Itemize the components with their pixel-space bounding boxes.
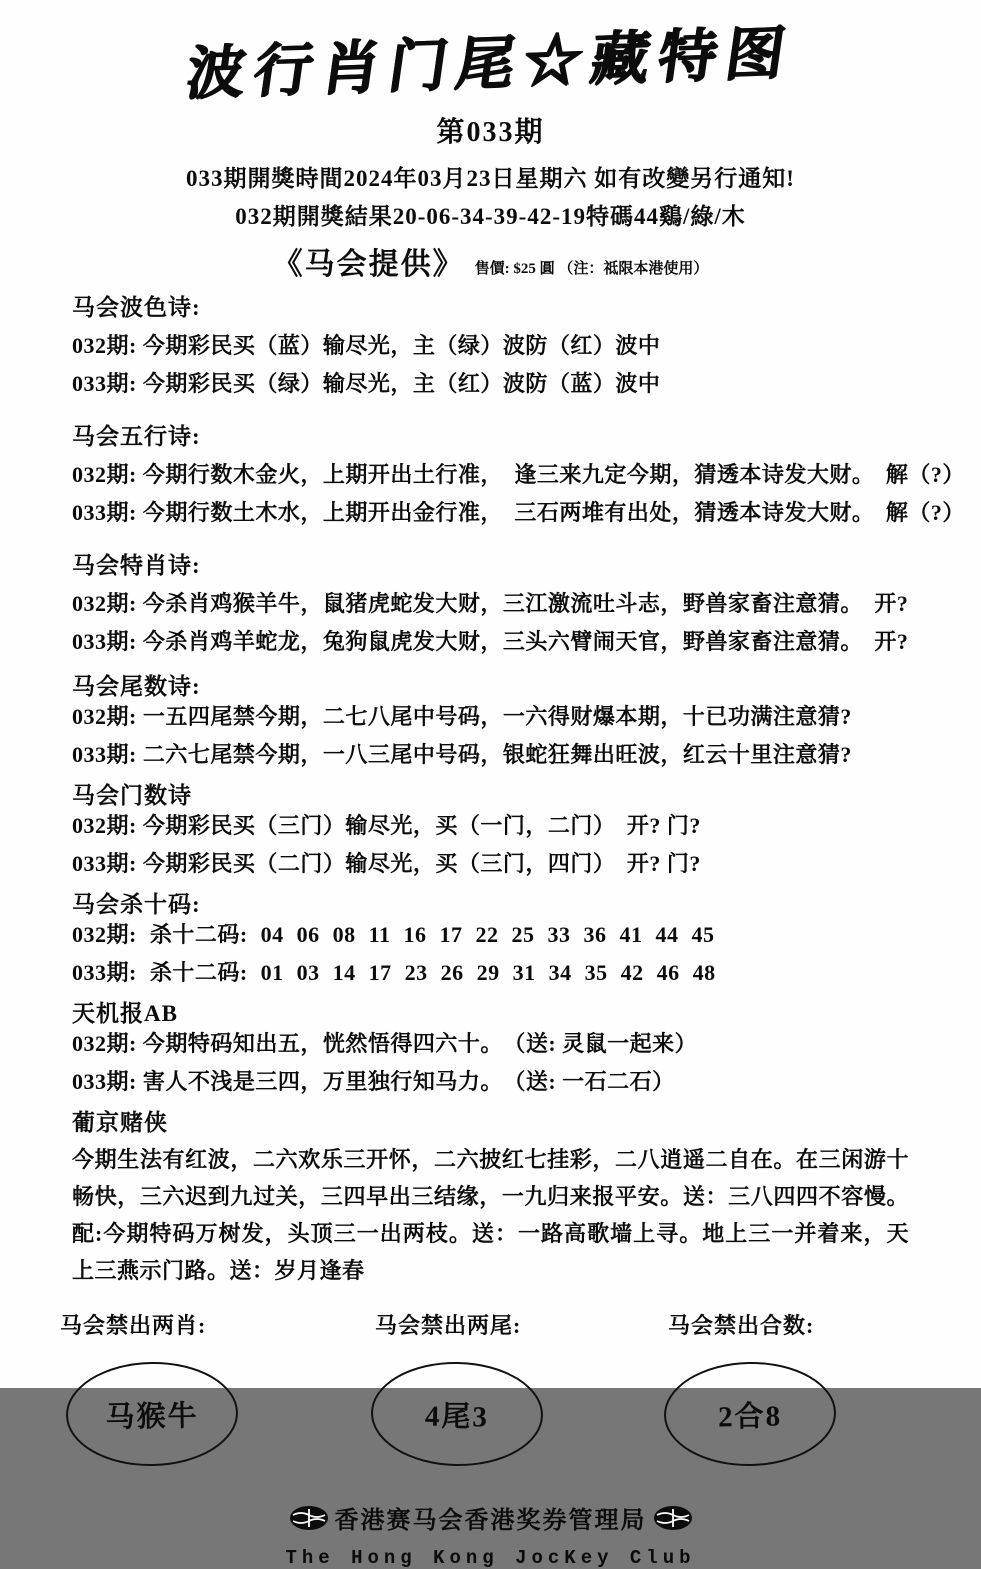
forbidden-oval <box>663 1361 837 1468</box>
forbidden-panel <box>0 1309 981 1466</box>
hkjc-emblem-right-icon <box>653 1505 693 1531</box>
forbidden-label: 马会禁出两肖: <box>60 1313 207 1338</box>
forbidden-value: 4尾3 <box>424 1399 490 1434</box>
section-door-number-poem <box>72 781 909 880</box>
issue-number: 第033期 <box>436 117 545 148</box>
forbidden-two-tails <box>347 1309 634 1466</box>
poem-row: 032期: 今期彩民买（蓝）输尽光，主（绿）波防（红）波中 <box>72 333 661 358</box>
poem-row: 032期: 一五四尾禁今期，二七八尾中号码，一六得财爆本期，十已功满注意猜? <box>72 704 852 729</box>
section-heading: 天机报AB <box>72 1001 178 1026</box>
section-heading: 马会尾数诗: <box>72 674 201 699</box>
forbidden-value: 马猴牛 <box>105 1399 199 1434</box>
forbidden-oval <box>65 1361 239 1468</box>
poem-row: 033期: 今杀肖鸡羊蛇龙，兔狗鼠虎发大财，三头六臂闹天官，野兽家畜注意猜。 开? <box>72 629 909 654</box>
poem-row: 033期: 今期彩民买（绿）输尽光，主（红）波防（蓝）波中 <box>72 371 661 396</box>
content <box>0 293 981 1289</box>
hkjc-emblem-left-icon <box>289 1505 329 1531</box>
previous-result: 032期開獎結果20-06-34-39-42-19特碼44鷄/綠/木 <box>235 204 746 229</box>
price-note: 售價: $25 圓 （注：祗限本港使用） <box>474 261 709 277</box>
page-title: 波行肖门尾☆藏特图 <box>181 20 798 107</box>
section-heading: 葡京赌侠 <box>72 1110 168 1135</box>
provider-line <box>0 239 981 283</box>
section-heading: 马会杀十码: <box>72 892 201 917</box>
section-tail-number-poem <box>72 672 909 771</box>
provider-title: 《马会提供》 <box>272 248 465 281</box>
poem-row: 033期: 害人不浅是三四，万里独行知马力。 （送: 一石二石） <box>72 1069 675 1094</box>
gambler-paragraph: 今期生法有红波，二六欢乐三开怀，二六披红七挂彩，二八逍遥二自在。在三闲游十畅快，三六迟到九过关，三四早出三结缘，一九归来报平安。送：三八四四不容慢。配:今期特码万树发，头顶三一出两枝。送：一路高歌墙上寻。地上三一并着来，天上三燕示门路。送：岁月逢春 <box>72 1147 909 1283</box>
section-heading: 马会门数诗 <box>72 783 192 808</box>
poem-row: 032期: 今期彩民买（三门）输尽光，买（一门，二门） 开? 门? <box>72 813 701 838</box>
footer <box>0 1500 981 1569</box>
forbidden-oval <box>370 1361 544 1468</box>
poem-row: 033期: 今期彩民买（二门）输尽光，买（三门，四门） 开? 门? <box>72 851 701 876</box>
forbidden-two-zodiac <box>60 1309 347 1466</box>
section-special-zodiac-poem <box>72 551 909 658</box>
footer-org-name: 香港赛马会香港奖券管理局 <box>334 1508 647 1534</box>
killed-codes-row: 032期: 杀十二码: 04 06 08 11 16 17 22 25 33 36 41 44 45 <box>72 922 715 947</box>
forbidden-label: 马会禁出合数: <box>667 1313 815 1338</box>
section-killed-codes <box>72 890 909 989</box>
section-heading: 马会五行诗: <box>72 424 201 449</box>
forbidden-sum <box>634 1309 921 1466</box>
section-five-elements-poem <box>72 422 965 529</box>
section-wave-color-poem <box>72 293 909 400</box>
killed-codes-row: 033期: 杀十二码: 01 03 14 17 23 26 29 31 34 35 42 46 48 <box>72 960 716 985</box>
poem-row: 033期: 二六七尾禁今期，一八三尾中号码，银蛇狂舞出旺波，红云十里注意猜? <box>72 742 852 767</box>
poem-row: 032期: 今杀肖鸡猴羊牛，鼠猪虎蛇发大财，三江激流吐斗志，野兽家畜注意猜。 开? <box>72 591 909 616</box>
poem-row: 033期: 今期行数土木水，上期开出金行准， 三石两堆有出处，猜透本诗发大财。 解（?） <box>72 500 965 525</box>
footer-org-line <box>0 1500 981 1535</box>
section-heading: 马会特肖诗: <box>72 553 201 578</box>
masthead <box>0 0 981 283</box>
section-tianji-report <box>72 999 909 1098</box>
draw-time-notice: 033期開獎時間2024年03月23日星期六 如有改變另行通知! <box>186 166 795 191</box>
footer-org-english: The Hong Kong JocKey Club <box>285 1547 696 1569</box>
forbidden-value: 2合8 <box>717 1399 783 1434</box>
forbidden-label: 马会禁出两尾: <box>374 1313 522 1338</box>
poem-row: 032期: 今期特码知出五，恍然悟得四六十。 （送: 灵鼠一起来） <box>72 1031 698 1056</box>
section-gambler-verse <box>72 1108 909 1289</box>
section-heading: 马会波色诗: <box>72 295 201 320</box>
poem-row: 032期: 今期行数木金火，上期开出土行准， 逢三来九定今期，猜透本诗发大财。 解（?） <box>72 462 965 487</box>
